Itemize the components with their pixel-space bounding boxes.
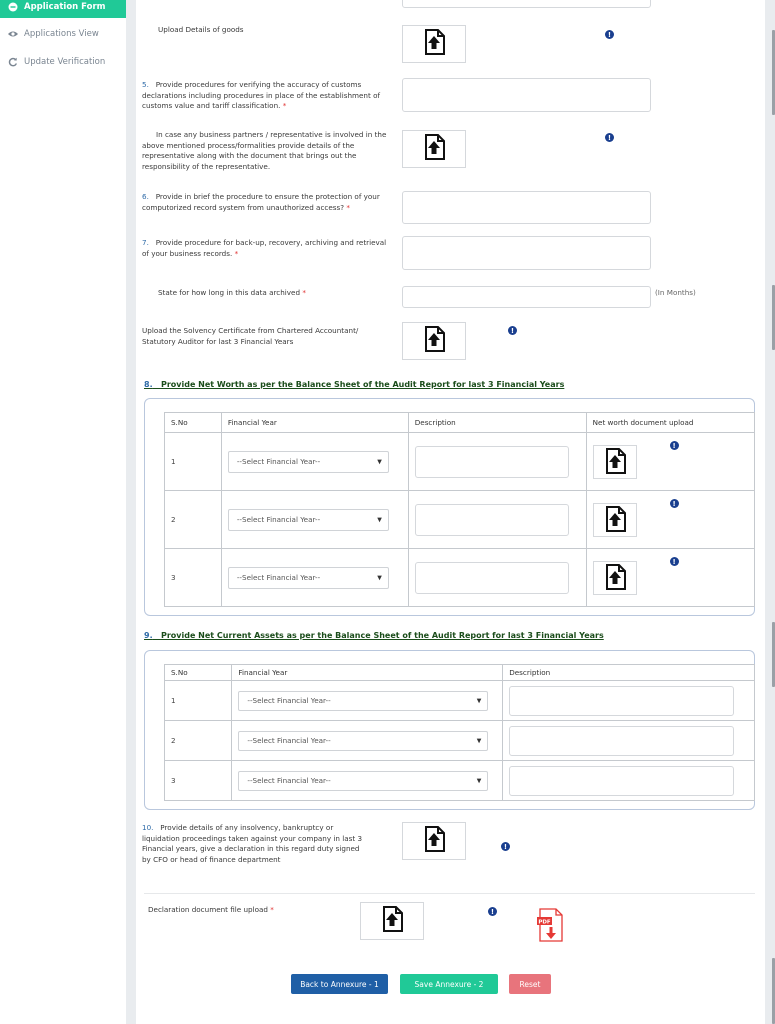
column-header: Net worth document upload	[586, 413, 754, 433]
sidebar	[0, 0, 126, 1024]
refresh-icon	[8, 57, 18, 67]
table-row	[165, 721, 755, 761]
column-header: Financial Year	[221, 413, 408, 433]
sno-cell: 3	[165, 549, 222, 607]
upload-file-icon	[602, 505, 628, 535]
column-header: S.No	[165, 665, 232, 681]
sno-cell: 1	[165, 433, 222, 491]
upload-file-icon	[379, 905, 405, 937]
solvency-certificate-label: Upload the Solvency Certificate from Chartered Accountant/ Statutory Auditor for last 3 Financial Years	[142, 326, 359, 346]
dropdown-arrow-icon: ▼	[476, 697, 482, 704]
upload-file-icon	[421, 325, 447, 357]
column-header: S.No	[165, 413, 222, 433]
table-row	[165, 549, 755, 607]
previous-answer-textbox[interactable]	[402, 0, 651, 8]
info-icon[interactable]: !	[670, 557, 679, 566]
sidebar-item-label: Application Form	[24, 2, 106, 12]
sidebar-item-update-verification[interactable]	[0, 51, 126, 73]
column-header: Financial Year	[232, 665, 503, 681]
info-icon[interactable]: !	[605, 30, 614, 39]
divider	[144, 893, 755, 894]
net-worth-upload-button[interactable]	[593, 503, 637, 537]
reset-button[interactable]: Reset	[509, 974, 551, 994]
upload-file-icon	[421, 133, 447, 165]
question-10-label: 10. Provide details of any insolvency, bankruptcy or liquidation proceedings taken against your company in last 3 Financial years, give a declaration in this regard duty signed by CFO or head of finance department	[142, 823, 363, 864]
pdf-label: PDF	[538, 919, 551, 926]
table-row	[165, 433, 755, 491]
column-header: Description	[503, 665, 755, 681]
info-icon[interactable]: !	[670, 499, 679, 508]
info-icon[interactable]: !	[670, 441, 679, 450]
financial-year-select[interactable]: --Select Financial Year-- ▼	[238, 731, 488, 751]
sno-cell: 1	[165, 681, 232, 721]
upload-file-icon	[602, 563, 628, 593]
table-row	[165, 681, 755, 721]
net-worth-upload-button[interactable]	[593, 561, 637, 595]
description-input[interactable]	[509, 766, 734, 796]
eye-icon	[8, 29, 18, 39]
question-7-textarea[interactable]	[402, 236, 651, 270]
dropdown-arrow-icon: ▼	[476, 777, 482, 784]
dropdown-arrow-icon: ▼	[377, 574, 382, 581]
description-input[interactable]	[509, 686, 734, 716]
question-7-label: 7. Provide procedure for back-up, recovery, archiving and retrieval of your business records. *	[142, 238, 387, 258]
back-to-annexure-1-button[interactable]: Back to Annexure - 1	[291, 974, 388, 994]
archive-unit-label: (In Months)	[655, 288, 696, 297]
upload-goods-label: Upload Details of goods	[158, 25, 244, 34]
dropdown-arrow-icon: ▼	[476, 737, 482, 744]
save-annexure-2-button[interactable]: Save Annexure - 2	[400, 974, 498, 994]
sidebar-item-label: Update Verification	[24, 57, 106, 67]
financial-year-select[interactable]: --Select Financial Year-- ▼	[228, 451, 389, 473]
table-row	[165, 761, 755, 801]
question-6-textarea[interactable]	[402, 191, 651, 224]
minus-circle-icon	[8, 2, 18, 12]
upload-goods-button[interactable]	[402, 25, 466, 63]
solvency-upload-button[interactable]	[402, 322, 466, 360]
sidebar-item-application-form[interactable]	[0, 0, 126, 18]
sidebar-item-applications-view[interactable]	[0, 23, 126, 45]
info-icon[interactable]: !	[501, 842, 510, 851]
upload-file-icon	[421, 825, 447, 857]
pdf-download-icon[interactable]	[536, 908, 566, 942]
dropdown-arrow-icon: ▼	[377, 458, 382, 465]
description-input[interactable]	[415, 562, 569, 594]
description-input[interactable]	[415, 446, 569, 478]
representative-upload-button[interactable]	[402, 130, 466, 168]
insolvency-upload-button[interactable]	[402, 822, 466, 860]
section-8-title: 8. Provide Net Worth as per the Balance Sheet of the Audit Report for last 3 Financial Years	[144, 380, 565, 389]
declaration-upload-button[interactable]	[360, 902, 424, 940]
upload-file-icon	[421, 28, 447, 60]
question-5-label: 5. Provide procedures for verifying the accuracy of customs declarations including procedures in place of the establishment of customs value and tariff classification. *	[142, 80, 381, 110]
question-6-label: 6. Provide in brief the procedure to ensure the protection of your computorized record system from unauthorized access? *	[142, 192, 380, 212]
net-worth-table	[164, 412, 755, 607]
info-icon[interactable]: !	[605, 133, 614, 142]
net-worth-upload-button[interactable]	[593, 445, 637, 479]
section-9-title: 9. Provide Net Current Assets as per the Balance Sheet of the Audit Report for last 3 Financial Years	[144, 631, 604, 640]
dropdown-arrow-icon: ▼	[377, 516, 382, 523]
declaration-upload-label: Declaration document file upload *	[148, 905, 274, 914]
representative-details-label: In case any business partners / representative is involved in the above mentioned process/formalities provide details of the representative along with the document that brings out the responsibility of the representative.	[142, 130, 387, 171]
financial-year-select[interactable]: --Select Financial Year-- ▼	[228, 509, 389, 531]
description-input[interactable]	[509, 726, 734, 756]
sno-cell: 3	[165, 761, 232, 801]
net-current-assets-table	[164, 664, 755, 801]
financial-year-select[interactable]: --Select Financial Year-- ▼	[238, 771, 488, 791]
column-header: Description	[408, 413, 586, 433]
financial-year-select[interactable]: --Select Financial Year-- ▼	[238, 691, 488, 711]
upload-file-icon	[602, 447, 628, 477]
archive-months-input[interactable]	[402, 286, 651, 308]
financial-year-select[interactable]: --Select Financial Year-- ▼	[228, 567, 389, 589]
table-row	[165, 491, 755, 549]
sno-cell: 2	[165, 491, 222, 549]
question-5-textarea[interactable]	[402, 78, 651, 112]
sidebar-item-label: Applications View	[24, 29, 99, 39]
description-input[interactable]	[415, 504, 569, 536]
info-icon[interactable]: !	[488, 907, 497, 916]
archive-duration-label: State for how long in this data archived *	[158, 288, 306, 297]
application-form-panel	[136, 0, 765, 1024]
info-icon[interactable]: !	[508, 326, 517, 335]
sno-cell: 2	[165, 721, 232, 761]
